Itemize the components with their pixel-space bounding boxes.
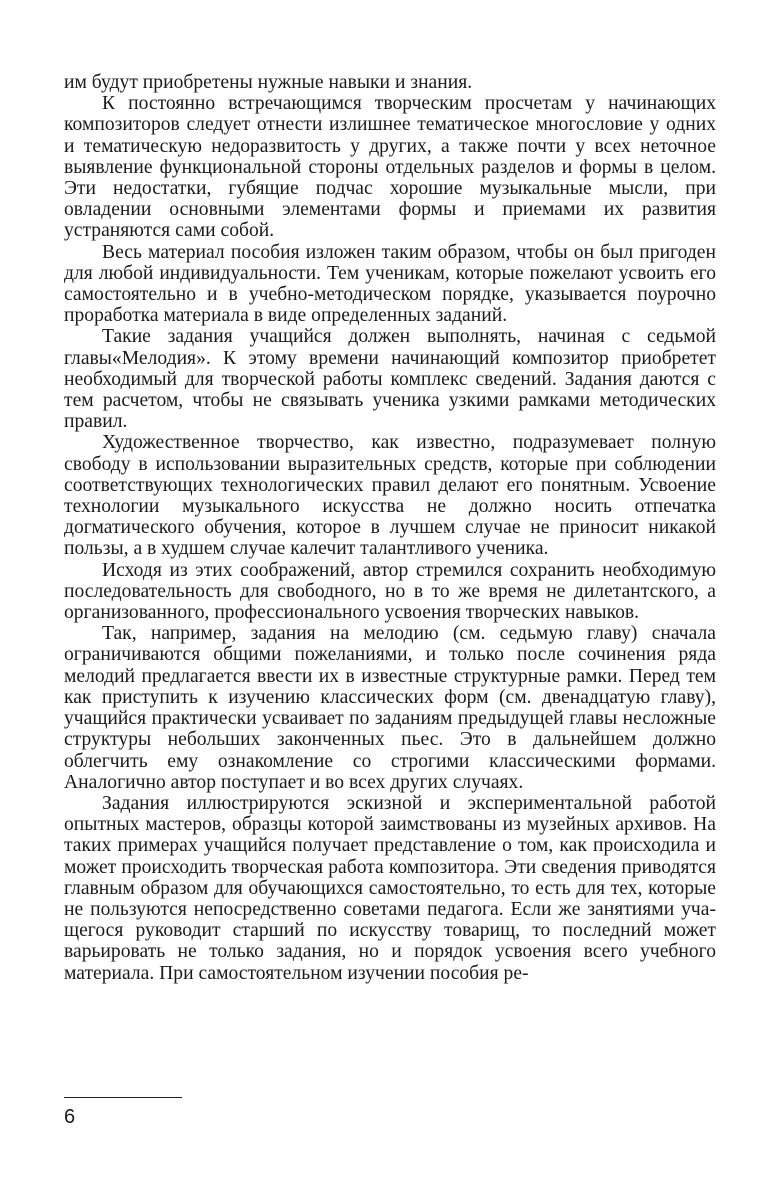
paragraph-3: Весь материал пособия изложен таким образом, чтобы он был пригоден для любой индивидуальности. Тем ученикам, которые пожелают усвоить его самостоятельно и в учебно-методическом порядке, указывается поурочно проработка материала в виде определенных заданий. xyxy=(64,241,716,327)
paragraph-2: К постоянно встречающимся творческим просчетам у начинающих композиторов следует отнести излишнее тематическое многословие у одних и тематическую недоразвитость у других, а также почти у всех неточное выявление функциональной стороны отдельных разделов и формы в целом. Эти недостатки, губящие подчас хорошие музыкальные мысли, при овладении основными элементами формы и приемами их развития устраняются сами собой. xyxy=(64,93,716,242)
paragraph-8: Задания иллюстрируются эскизной и экспериментальной работой опытных мастеров, образцы которой заимствованы из музейных архивов. На таких примерах учащийся получает представление о том, как происходила и может происходить творческая работа композитора. Эти сведения приводятся главным образом для обучающихся самостоятельно, то есть для тех, которые не пользуются непосредственно советами педагога. Если же занятиями учащегося руководит старший по искусству товарищ, то последний может варьировать не только задания, но и порядок усвоения всего учебного материала. При самостоятельном изучении пособия ре- xyxy=(64,792,716,984)
paragraph-6: Исходя из этих соображений, автор стремился сохранить необходимую последовательность для свободного, но в то же время не дилетантского, а организованного, профессионального усвоения творческих навыков. xyxy=(64,559,716,624)
footnote-divider xyxy=(64,1097,182,1098)
paragraph-1: им будут приобретены нужные навыки и знания. xyxy=(64,72,473,93)
paragraph-7: Так, например, задания на мелодию (см. седьмую главу) сначала ограничиваются общими пожеланиями, и только после сочинения ряда мелодий предлагается ввести их в известные структурные рамки. Перед тем как приступить к изучению классических форм (см. двенадцатую главу), учащийся практически усваивает по заданиям предыдущей главы несложные структуры небольших законченных пьес. Это в дальнейшем должно облегчить ему ознакомление со строгими классическими формами. Аналогично автор поступает и во всех других случаях. xyxy=(64,623,716,793)
body-text xyxy=(64,72,716,984)
paragraph-5: Художественное творчество, как известно, подразумевает полную свободу в использовании выразительных средств, которые при соблюдении соответствующих технологических правил делают его понятным. Усвоение технологии музыкального искусства не должно носить отпечатка догматического обучения, которое в лучшем случае не приносит никакой пользы, а в худшем случае калечит талантливого ученика. xyxy=(64,432,716,560)
page-number: 6 xyxy=(64,1106,76,1128)
paragraph-4: Такие задания учащийся должен выполнять, начиная с седьмой главы«Мелодия». К этому времени начинающий композитор приобретет необходимый для творческой работы комплекс сведений. Задания даются с тем расчетом, чтобы не связывать ученика узкими рамками методических правил. xyxy=(64,326,716,433)
